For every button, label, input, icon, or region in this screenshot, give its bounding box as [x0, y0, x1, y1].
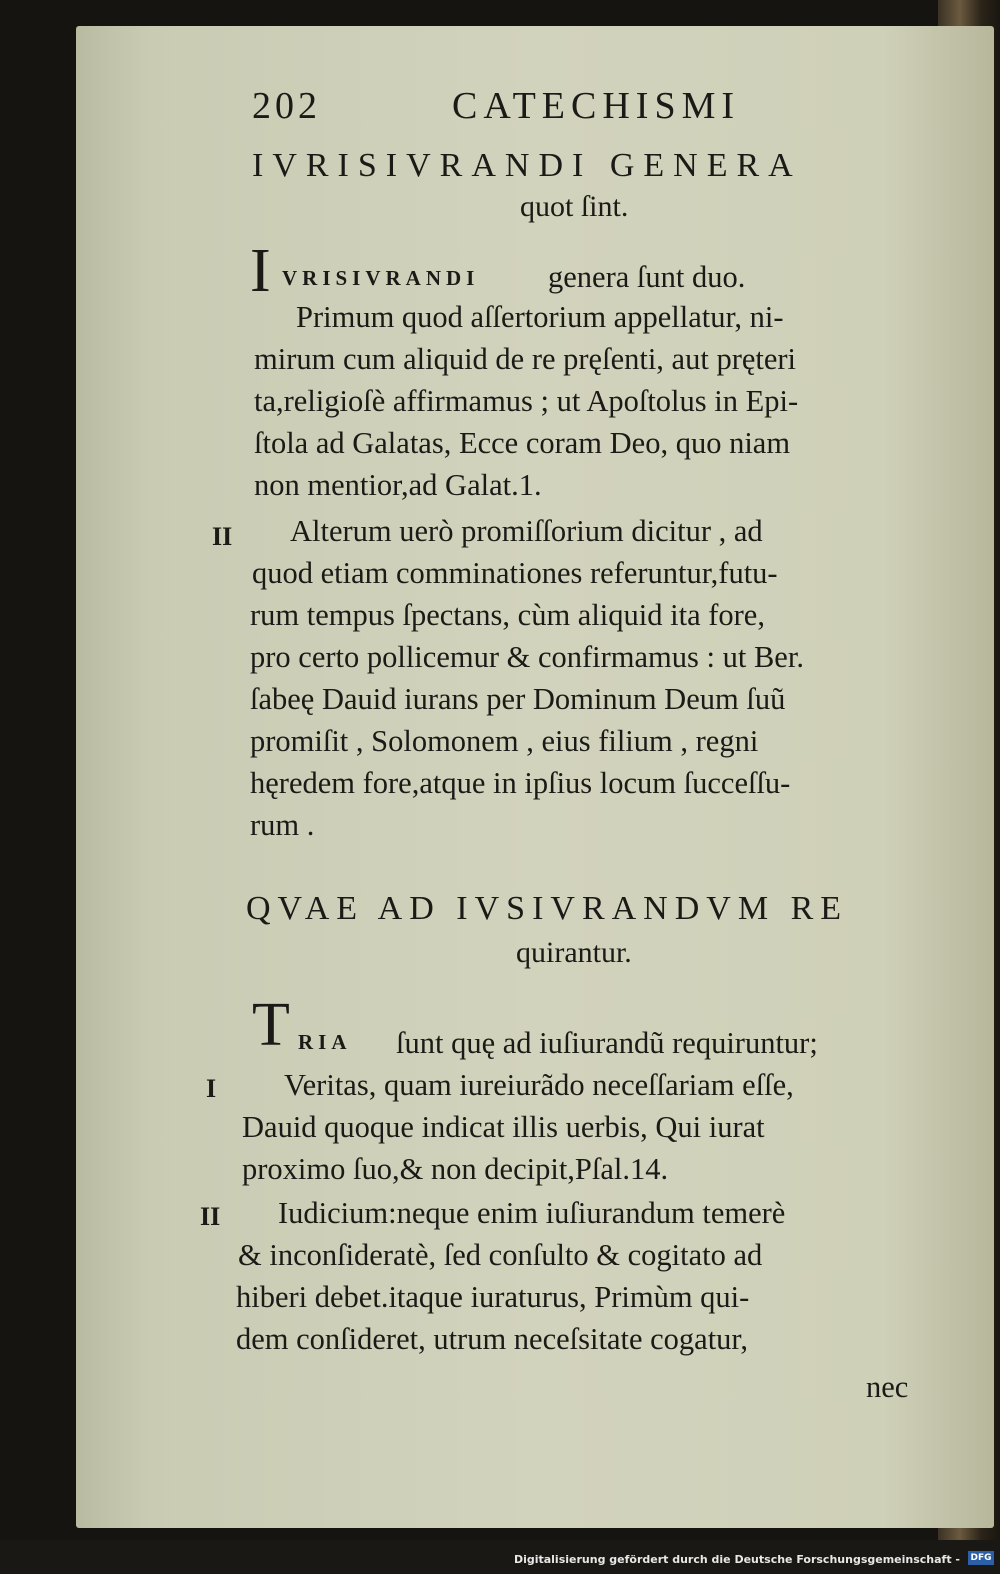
- margin-numeral: II: [200, 1202, 221, 1231]
- paragraph-line: Dauid quoque indicat illis uerbis, Qui iurat: [242, 1110, 765, 1144]
- section-subheading: quirantur.: [516, 936, 632, 969]
- paragraph-line: rum tempus ſpectans, cùm aliquid ita fore,: [250, 598, 765, 632]
- digitization-footer: [0, 1540, 1000, 1574]
- section-subheading: quot ſint.: [520, 190, 629, 223]
- running-title: CATECHISMI: [452, 85, 741, 127]
- paragraph-line: ſabeę Dauid iurans per Dominum Deum ſuũ: [250, 682, 786, 716]
- paragraph-line: mirum cum aliquid de re pręſenti, aut pręteri: [254, 342, 797, 376]
- paragraph-line: proximo ſuo,& non decipit,Pſal.14.: [242, 1152, 669, 1186]
- funding-credit: Digitalisierung gefördert durch die Deutsche Forschungsgemeinschaft -: [513, 1553, 960, 1566]
- paragraph-line: hęredem fore,atque in ipſius locum ſucceſſu-: [250, 766, 791, 800]
- paragraph-line: Alterum uerò promiſſorium dicitur , ad: [290, 514, 763, 548]
- paragraph-line: Iudicium:neque enim iuſiurandum temerè: [278, 1196, 786, 1230]
- paragraph-line: quod etiam comminationes referuntur,futu-: [252, 556, 778, 590]
- small-caps-word: VRISIVRANDI: [282, 266, 480, 290]
- section-heading: QVAE AD IVSIVRANDVM RE: [246, 890, 849, 927]
- margin-numeral: I: [206, 1074, 217, 1103]
- paragraph-line: ſunt quę ad iuſiurandũ requiruntur;: [396, 1026, 818, 1060]
- small-caps-word: RIA: [298, 1030, 352, 1054]
- paragraph-line: ta,religioſè affirmamus ; ut Apoſtolus in Epi-: [254, 384, 799, 418]
- paragraph-line: Veritas, quam iureiurãdo neceſſariam eſſe,: [284, 1068, 794, 1102]
- paragraph-line: hiberi debet.itaque iuraturus, Primùm qui-: [236, 1280, 750, 1314]
- drop-initial: I: [250, 237, 271, 305]
- paragraph-line: Primum quod aſſertorium appellatur, ni-: [296, 300, 784, 334]
- paragraph-line: ſtola ad Galatas, Ecce coram Deo, quo niam: [254, 426, 791, 460]
- dfg-logo: DFG: [968, 1551, 994, 1565]
- paragraph-line: pro certo pollicemur & confirmamus : ut Ber.: [250, 640, 804, 674]
- section-heading: IVRISIVRANDI GENERA: [252, 147, 802, 184]
- page-number: 202: [252, 85, 321, 127]
- paragraph-line: genera ſunt duo.: [548, 260, 746, 294]
- paragraph-line: rum .: [250, 808, 315, 842]
- paragraph-line: non mentior,ad Galat.1.: [254, 468, 542, 502]
- paragraph-line: promiſit , Solomonem , eius filium , regni: [250, 724, 759, 758]
- catchword: nec: [866, 1370, 909, 1404]
- paragraph-line: & inconſideratè, ſed conſulto & cogitato ad: [238, 1238, 763, 1272]
- paragraph-line: dem conſideret, utrum neceſsitate cogatur,: [236, 1322, 748, 1356]
- margin-numeral: II: [212, 522, 233, 551]
- drop-initial: T: [252, 991, 290, 1059]
